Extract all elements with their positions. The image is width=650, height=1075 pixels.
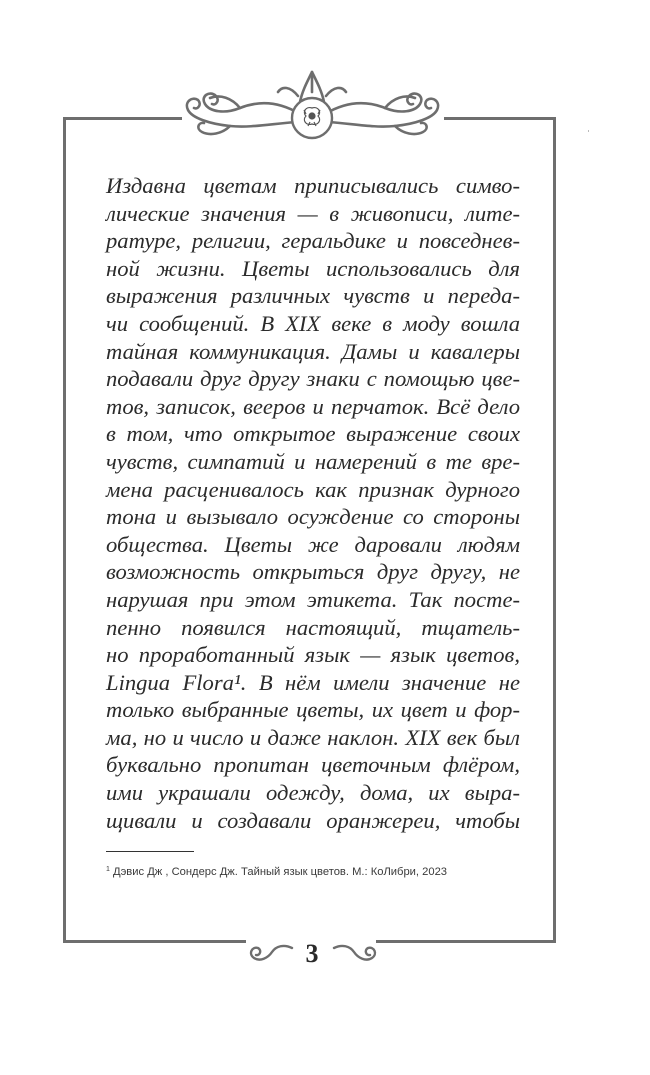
text-line: Издавна цветам приписывались симво- bbox=[106, 173, 520, 198]
text-line: тона и вызывало осуждение со стороны bbox=[106, 504, 520, 530]
footnote-divider bbox=[106, 851, 194, 852]
text-line: тайная коммуникация. Дамы и кавалеры bbox=[106, 338, 520, 364]
footnote bbox=[106, 866, 447, 878]
edge-mark bbox=[588, 130, 589, 132]
text-line: чувств, симпатий и намерений в те вре- bbox=[106, 448, 520, 474]
text-line: ими украшали одежду, дома, их выра- bbox=[106, 780, 520, 806]
text-line: ма, но и число и даже наклон. XIX век был bbox=[106, 724, 520, 750]
scroll-right-icon bbox=[330, 940, 390, 970]
text-line: но проработанный язык — язык цветов, bbox=[106, 642, 520, 668]
text-line: подавали друг другу знаки с помощью цве- bbox=[106, 366, 520, 392]
text-line: возможность открыться друг другу, не bbox=[106, 559, 520, 585]
footnote-text: Дэвис Дж , Сондерс Дж. Тайный язык цветов. М.: КоЛибри, 2023 bbox=[113, 866, 448, 878]
text-line: ратуре, религии, геральдике и повседнев- bbox=[106, 228, 520, 254]
text-line: только выбранные цветы, их цвет и фор- bbox=[106, 697, 520, 723]
text-line: Lingua Flora¹. В нём имели значение не bbox=[106, 669, 520, 695]
text-line: нарушая при этом этикета. Так посте- bbox=[106, 586, 520, 612]
text-line: чи сообщений. В XIX веке в моду вошла bbox=[106, 310, 520, 336]
body-text bbox=[106, 172, 520, 834]
scroll-left-icon bbox=[236, 940, 296, 970]
floral-ornament-icon bbox=[170, 62, 455, 152]
text-line: выражения различных чувств и переда- bbox=[106, 283, 520, 309]
text-line: лические значения — в живописи, лите- bbox=[106, 200, 520, 226]
text-line: ной жизни. Цветы использовались для bbox=[106, 255, 520, 281]
footnote-marker: 1 bbox=[106, 866, 110, 873]
page-number: 3 bbox=[296, 938, 328, 970]
text-line: тов, записок, вееров и перчаток. Всё дело bbox=[106, 393, 520, 419]
text-line: общества. Цветы же даровали людям bbox=[106, 531, 520, 557]
text-line: щивали и создавали оранжереи, чтобы bbox=[106, 807, 520, 833]
text-line: мена расценивалось как признак дурного bbox=[106, 476, 520, 502]
text-line: буквально пропитан цветочным флёром, bbox=[106, 752, 520, 778]
text-line: пенно появился настоящий, тщатель- bbox=[106, 614, 520, 640]
text-line: в том, что открытое выражение своих bbox=[106, 421, 520, 447]
